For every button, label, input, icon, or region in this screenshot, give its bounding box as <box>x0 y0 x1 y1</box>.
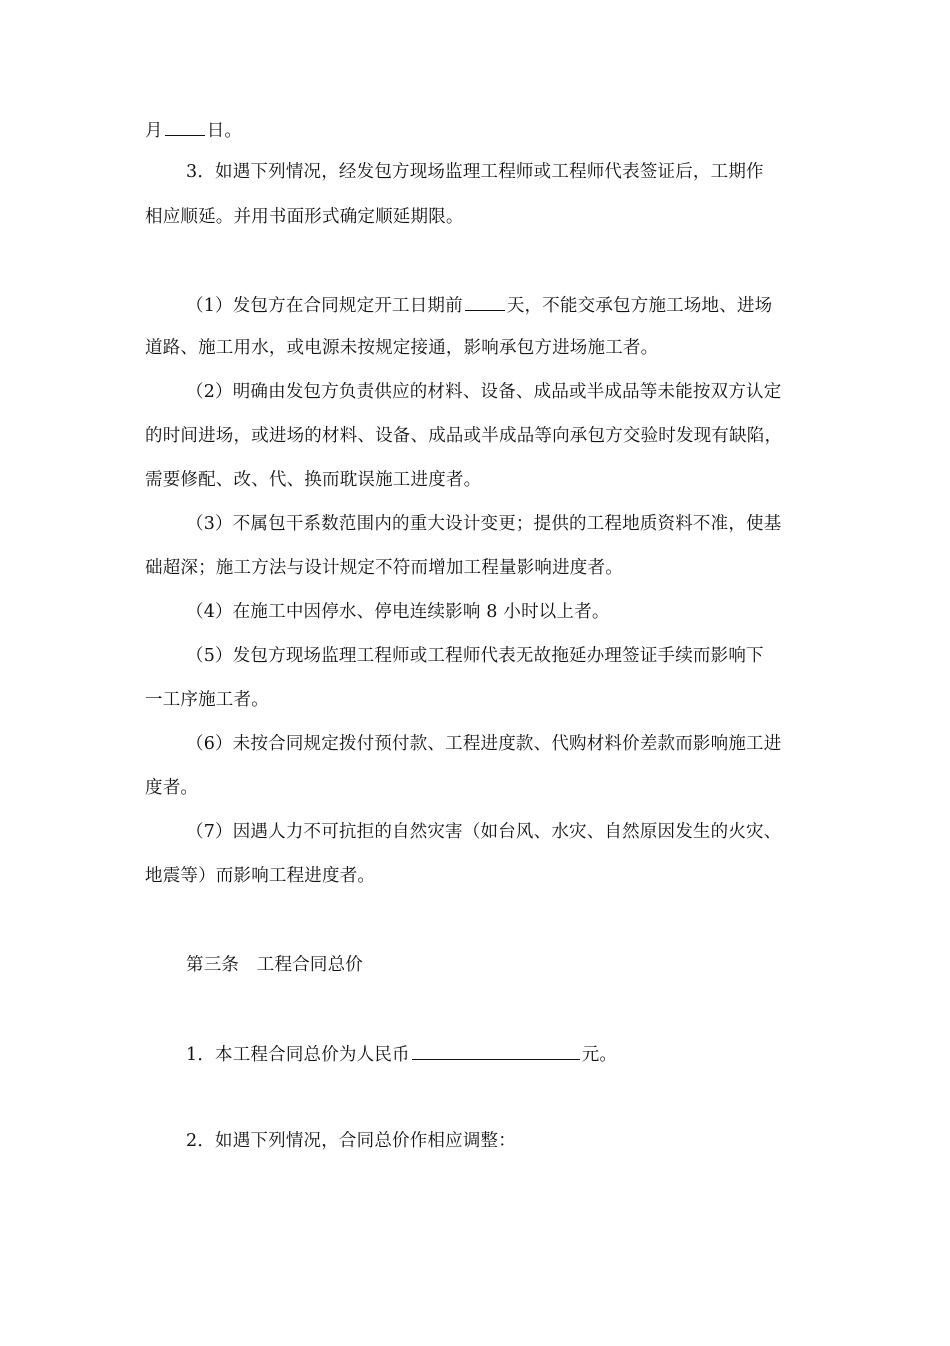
item-6-line-2: 度者。 <box>145 778 199 798</box>
day-blank[interactable] <box>165 117 205 136</box>
total-price-blank[interactable] <box>412 1041 580 1060</box>
clause-3-line-1: 3．如遇下列情况，经发包方现场监理工程师或工程师代表签证后，工期作 <box>186 162 764 182</box>
item-5-line-1: （5）发包方现场监理工程师或工程师代表无故拖延办理签证手续而影响下 <box>186 646 764 666</box>
item-4-line-1: （4）在施工中因停水、停电连续影响 8 小时以上者。 <box>186 602 610 622</box>
item-6-line-1: （6）未按合同规定拨付预付款、工程进度款、代购材料价差款而影响施工进 <box>186 734 782 754</box>
item-3-line-2: 础超深；施工方法与设计规定不符而增加工程量影响进度者。 <box>145 558 623 578</box>
days-blank[interactable] <box>465 292 505 311</box>
item-1-line-2: 道路、施工用水，或电源未按规定接通，影响承包方进场施工者。 <box>145 338 659 358</box>
item-7-line-2: 地震等）而影响工程进度者。 <box>145 866 376 886</box>
item-1-line-1 <box>186 292 772 318</box>
item-3-line-1: （3）不属包干系数范围内的重大设计变更；提供的工程地质资料不准，使基 <box>186 514 782 534</box>
currency-unit: 元。 <box>581 1045 618 1065</box>
article-3-clause-1 <box>186 1041 617 1067</box>
day-label: 日。 <box>206 121 243 141</box>
date-tail-line <box>145 117 242 143</box>
clause-3-line-2: 相应顺延。并用书面形式确定顺延期限。 <box>145 207 464 227</box>
item-2-line-1: （2）明确由发包方负责供应的材料、设备、成品或半成品等未能按双方认定 <box>186 382 782 402</box>
month-label: 月 <box>145 121 163 141</box>
item-2-line-3: 需要修配、改、代、换而耽误施工进度者。 <box>145 470 482 490</box>
article-3-clause-2: 2．如遇下列情况，合同总价作相应调整： <box>186 1131 516 1151</box>
item-1-text-b: 天，不能交承包方施工场地、进场 <box>506 296 773 316</box>
article-3-heading: 第三条 工程合同总价 <box>186 955 363 975</box>
item-5-line-2: 一工序施工者。 <box>145 690 269 710</box>
item-2-line-2: 的时间进场，或进场的材料、设备、成品或半成品等向承包方交验时发现有缺陷， <box>145 426 783 446</box>
item-7-line-1: （7）因遇人力不可抗拒的自然灾害（如台风、水灾、自然原因发生的火灾、 <box>186 822 782 842</box>
total-price-text: 1．本工程合同总价为人民币 <box>186 1045 410 1065</box>
item-1-text-a: （1）发包方在合同规定开工日期前 <box>186 296 463 316</box>
